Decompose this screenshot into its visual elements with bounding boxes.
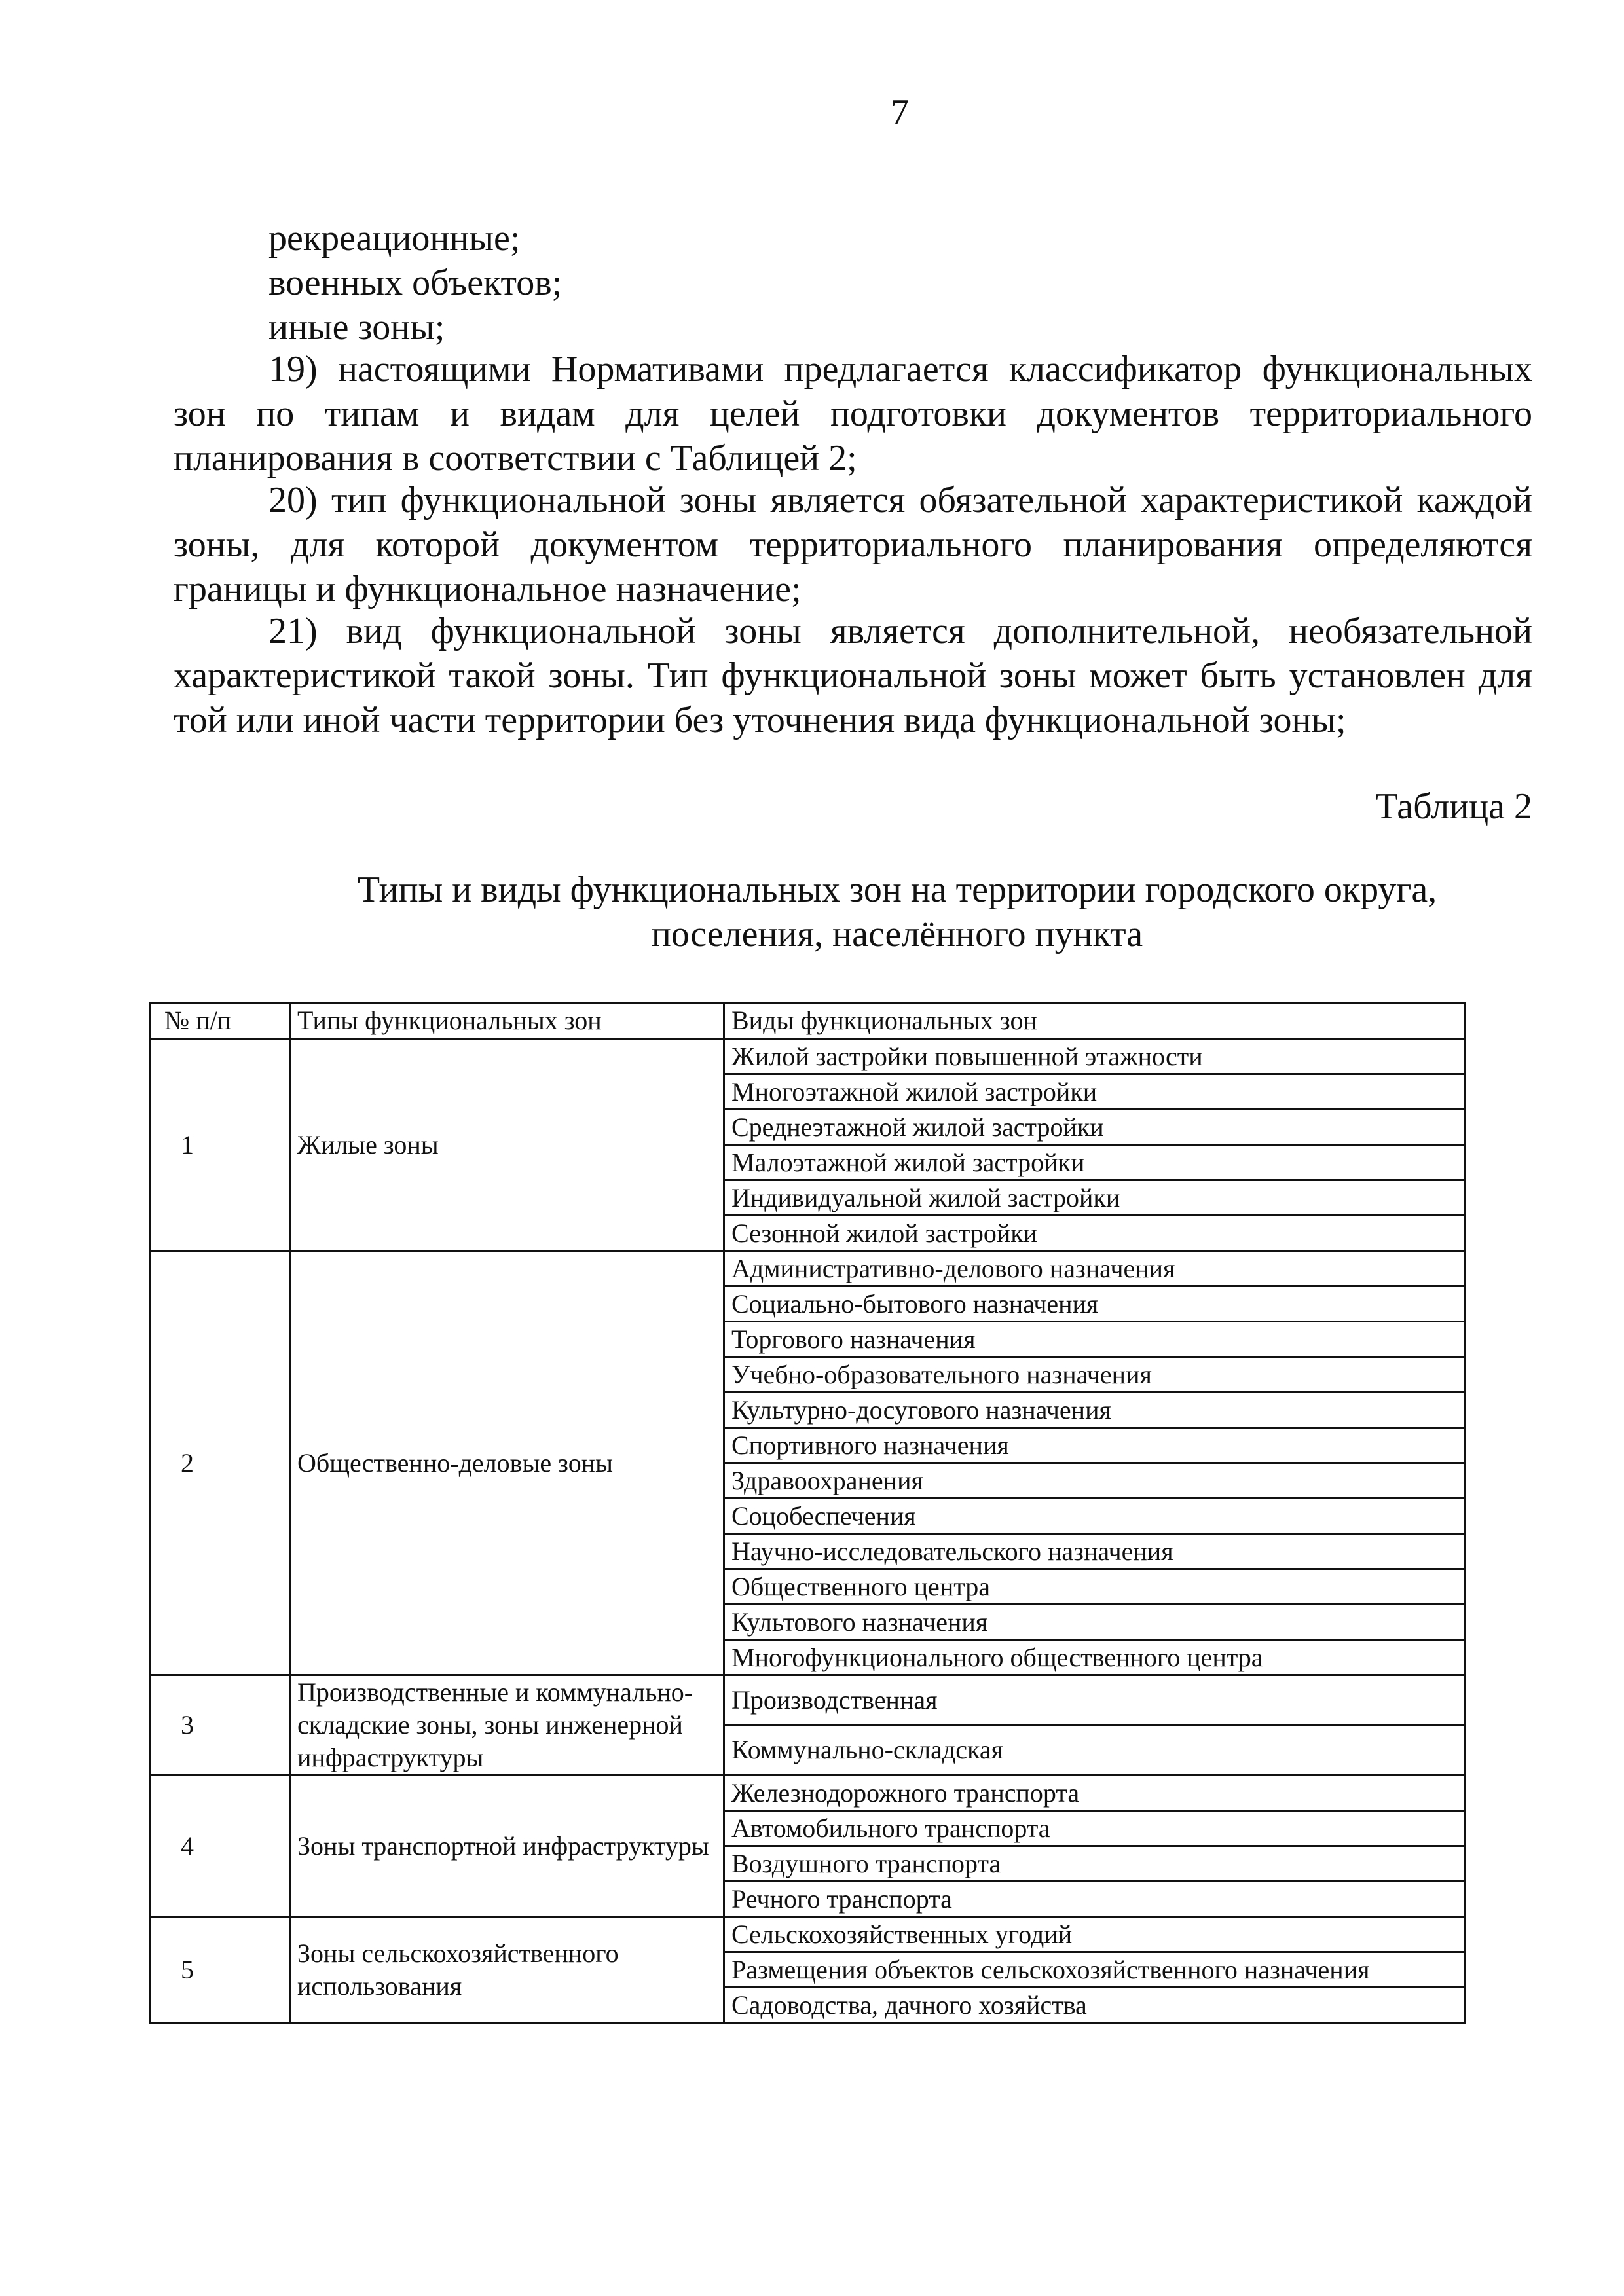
list-item: иные зоны; <box>268 307 445 348</box>
header-number: № п/п <box>151 1003 290 1039</box>
zone-type-cell: Общественно-деловые зоны <box>290 1251 724 1675</box>
zone-kind-cell: Индивидуальной жилой застройки <box>724 1180 1465 1216</box>
zone-kind-cell: Производственная <box>724 1675 1465 1726</box>
zone-type-cell: Зоны сельскохозяйственного использования <box>290 1917 724 2023</box>
table-row <box>151 1917 1465 1952</box>
zone-number-cell: 5 <box>151 1917 290 2023</box>
zone-type-cell: Зоны транспортной инфраструктуры <box>290 1776 724 1917</box>
list-item: военных объектов; <box>268 263 563 303</box>
zone-kind-cell: Общественного центра <box>724 1569 1465 1605</box>
zone-kind-cell: Соцобеспечения <box>724 1499 1465 1534</box>
zone-kind-cell: Речного транспорта <box>724 1882 1465 1917</box>
zone-kind-cell: Воздушного транспорта <box>724 1846 1465 1882</box>
table-label: Таблица 2 <box>1375 786 1532 827</box>
table-row <box>151 1251 1465 1286</box>
paragraph-21: 21) вид функциональной зоны является дополнительной, необязательной характеристикой такой зоны. Тип функциональной зоны может быть установлен для той или иной части территории без уточнения вида функциональной зоны; <box>174 611 1532 740</box>
zone-number-cell: 1 <box>151 1039 290 1251</box>
table-body <box>151 1039 1465 2023</box>
zone-kind-cell: Коммунально-складская <box>724 1725 1465 1776</box>
table-header-row <box>151 1003 1465 1039</box>
header-zone-kinds: Виды функциональных зон <box>724 1003 1465 1039</box>
list-item: рекреационные; <box>268 218 521 259</box>
zone-kind-cell: Автомобильного транспорта <box>724 1811 1465 1846</box>
zone-kind-cell: Многофункционального общественного центра <box>724 1640 1465 1675</box>
zone-kind-cell: Спортивного назначения <box>724 1428 1465 1463</box>
paragraph-20: 20) тип функциональной зоны является обязательной характеристикой каждой зоны, для которой документом территориального планирования определяются границы и функциональное назначение; <box>174 480 1532 610</box>
zone-kind-cell: Социально-бытового назначения <box>724 1286 1465 1322</box>
zone-kind-cell: Торгового назначения <box>724 1322 1465 1357</box>
zone-kind-cell: Административно-делового назначения <box>724 1251 1465 1286</box>
zone-kind-cell: Жилой застройки повышенной этажности <box>724 1039 1465 1074</box>
zone-kind-cell: Научно-исследовательского назначения <box>724 1534 1465 1569</box>
table-row <box>151 1776 1465 1811</box>
page-number: 7 <box>891 92 909 133</box>
table-title-line-1: Типы и виды функциональных зон на территории городского округа, <box>357 869 1437 910</box>
zone-kind-cell: Сезонной жилой застройки <box>724 1216 1465 1251</box>
table-row <box>151 1039 1465 1074</box>
zone-kind-cell: Культурно-досугового назначения <box>724 1393 1465 1428</box>
zone-type-cell: Жилые зоны <box>290 1039 724 1251</box>
zone-kind-cell: Здравоохранения <box>724 1463 1465 1499</box>
functional-zones-table <box>149 1002 1466 2024</box>
table-row <box>151 1675 1465 1726</box>
zone-type-cell: Производственные и коммунально-складские зоны, зоны инженерной инфраструктуры <box>290 1675 724 1776</box>
zone-kind-cell: Размещения объектов сельскохозяйственного назначения <box>724 1952 1465 1988</box>
zone-kind-cell: Культового назначения <box>724 1605 1465 1640</box>
zone-kind-cell: Многоэтажной жилой застройки <box>724 1074 1465 1110</box>
zone-kind-cell: Малоэтажной жилой застройки <box>724 1145 1465 1180</box>
zone-kind-cell: Железнодорожного транспорта <box>724 1776 1465 1811</box>
table-title <box>308 867 1486 957</box>
zone-number-cell: 3 <box>151 1675 290 1776</box>
zone-kind-cell: Садоводства, дачного хозяйства <box>724 1988 1465 2023</box>
zone-number-cell: 2 <box>151 1251 290 1675</box>
zone-number-cell: 4 <box>151 1776 290 1917</box>
table-title-line-2: поселения, населённого пункта <box>651 914 1143 955</box>
zone-kind-cell: Сельскохозяйственных угодий <box>724 1917 1465 1952</box>
paragraph-19: 19) настоящими Нормативами предлагается классификатор функциональных зон по типам и видам для целей подготовки документов территориального планирования в соответствии с Таблицей 2; <box>174 349 1532 479</box>
header-zone-types: Типы функциональных зон <box>290 1003 724 1039</box>
zone-kind-cell: Учебно-образовательного назначения <box>724 1357 1465 1393</box>
zone-kind-cell: Среднеэтажной жилой застройки <box>724 1110 1465 1145</box>
